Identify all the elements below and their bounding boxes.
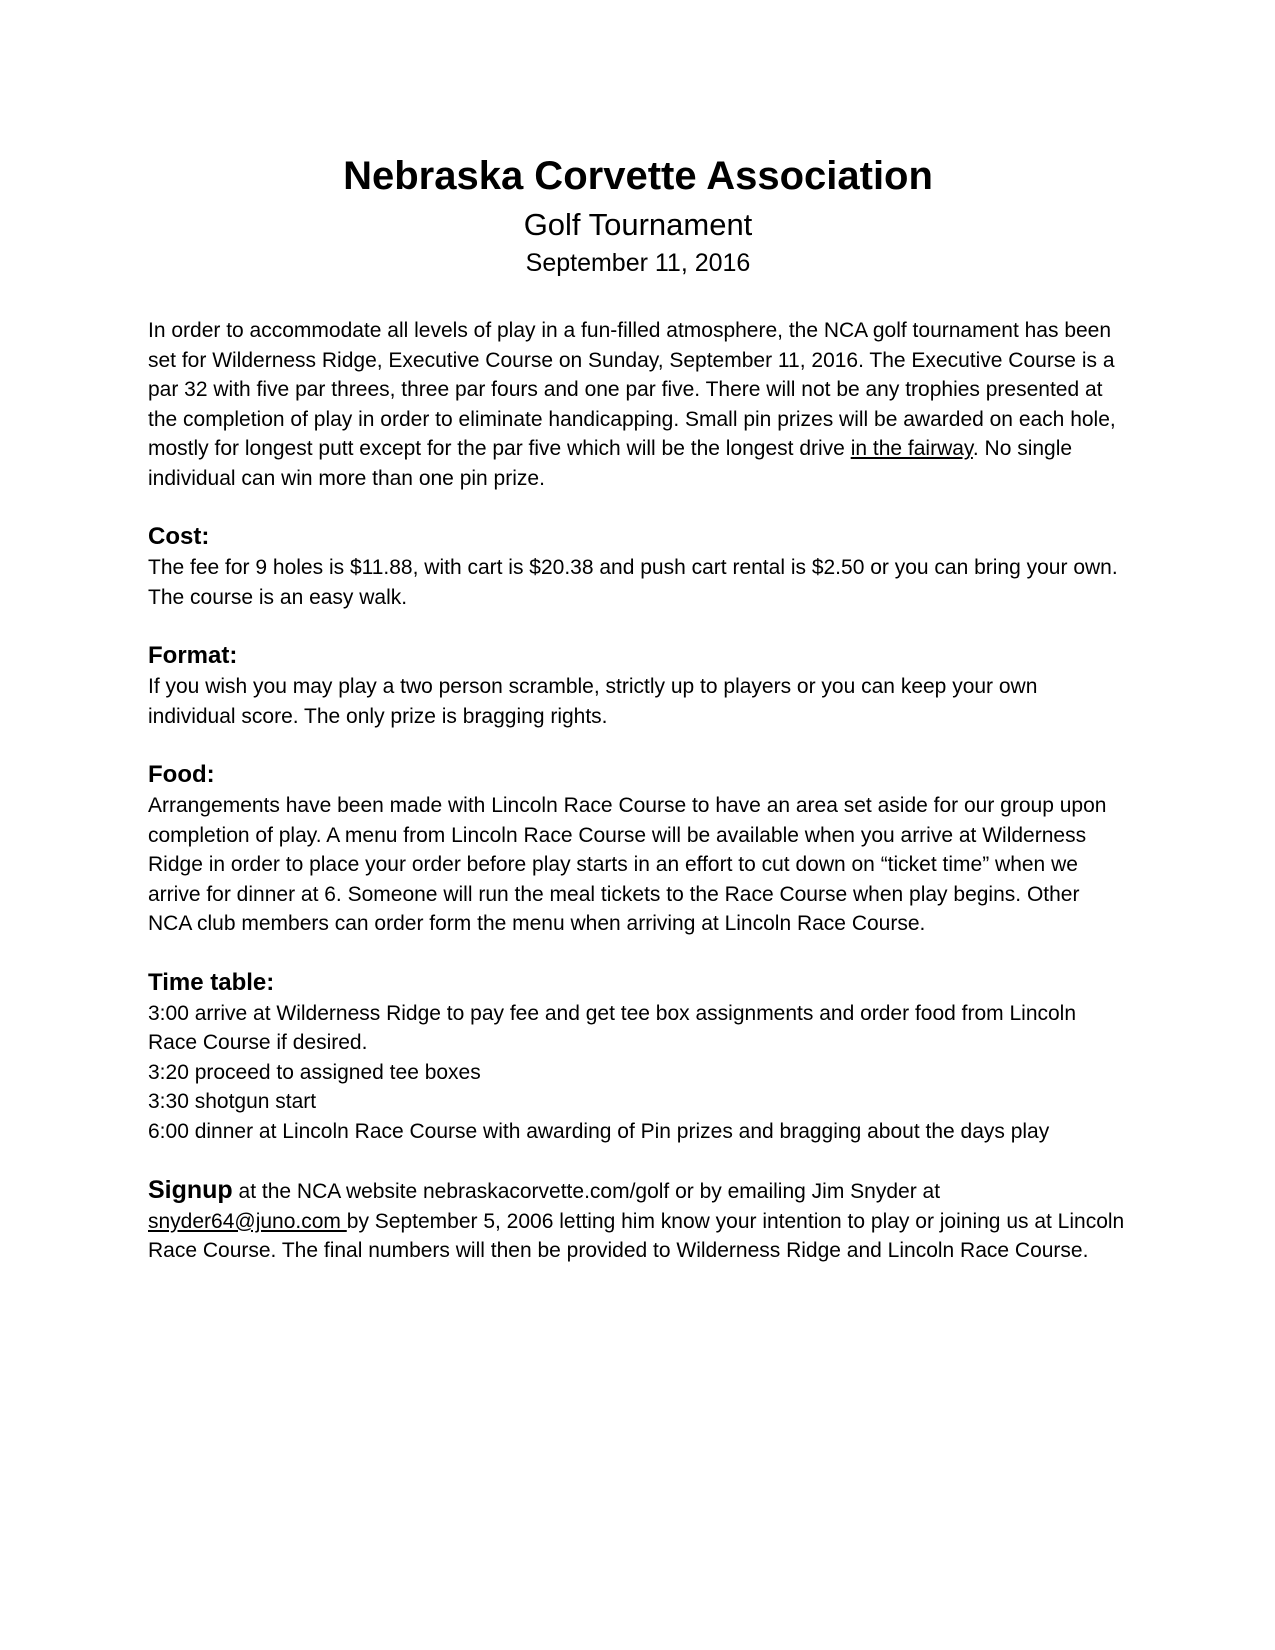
timetable-list — [148, 999, 1128, 1147]
timetable-section — [148, 967, 1128, 1147]
intro-text-start: In order to accommodate all levels of play in a fun-filled atmosphere, the NCA golf tournament has been set for Wilderness Ridge, Executive Course on Sunday, September 11, 2016. The Executive Course is a par 32 with five par threes, three par fours and one par five. There will not be any trophies presented at the completion of play in order to eliminate handicapping. Small pin prizes will be awarded on each hole, mostly for longest putt except for the par five which will be the longest drive — [148, 319, 1116, 460]
format-text: If you wish you may play a two person scramble, strictly up to players or you can keep your own individual score. The only prize is bragging rights. — [148, 675, 1038, 728]
timetable-item: 3:20 proceed to assigned tee boxes — [148, 1060, 481, 1084]
signup-text-start: at the NCA website nebraskacorvette.com/golf or by emailing Jim Snyder at — [232, 1180, 941, 1203]
cost-heading: Cost: — [148, 523, 210, 550]
signup-heading: Signup — [148, 1176, 233, 1204]
document-header — [148, 150, 1128, 280]
intro-paragraph — [148, 316, 1128, 493]
timetable-item: 6:00 dinner at Lincoln Race Course with awarding of Pin prizes and bragging about the days play — [148, 1119, 1050, 1143]
timetable-heading: Time table: — [148, 968, 275, 996]
food-section — [148, 759, 1128, 939]
signup-text-end: by September 5, 2006 letting him know your intention to play or joining us at Lincoln Race Course. The final numbers will then be provided to Wilderness Ridge and Lincoln Race Course. — [148, 1209, 1125, 1262]
cost-section — [148, 521, 1128, 612]
intro-underlined-phrase: in the fairway — [850, 437, 973, 460]
timetable-item: 3:00 arrive at Wilderness Ridge to pay fee and get tee box assignments and order food from Lincoln Race Course if desired. — [148, 1001, 1077, 1054]
timetable-item: 3:30 shotgun start — [148, 1090, 317, 1113]
intro-text-end: . No single individual can win more than one pin prize. — [148, 437, 1073, 490]
cost-text: The fee for 9 holes is $11.88, with cart is $20.38 and push cart rental is $2.50 or you can bring your own. The course is an easy walk. — [148, 556, 1118, 609]
signup-email-link[interactable]: snyder64@juno.com — [148, 1209, 347, 1233]
format-heading: Format: — [148, 642, 238, 669]
document-content — [148, 150, 1128, 1266]
event-date: September 11, 2016 — [525, 249, 751, 277]
signup-paragraph — [148, 1176, 1128, 1266]
food-text: Arrangements have been made with Lincoln Race Course to have an area set aside for our group upon completion of play. A menu from Lincoln Race Course will be available when you arrive at Wilderness Ridge in order to place your order before play starts in an effort to cut down on “ticket time” when we arrive for dinner at 6. Someone will run the meal tickets to the Race Course when play begins. Other NCA club members can order form the menu when arriving at Lincoln Race Course. — [148, 794, 1107, 935]
food-heading: Food: — [148, 761, 215, 788]
format-section — [148, 640, 1128, 731]
document-subtitle: Golf Tournament — [523, 207, 753, 242]
document-title: Nebraska Corvette Association — [343, 154, 933, 198]
